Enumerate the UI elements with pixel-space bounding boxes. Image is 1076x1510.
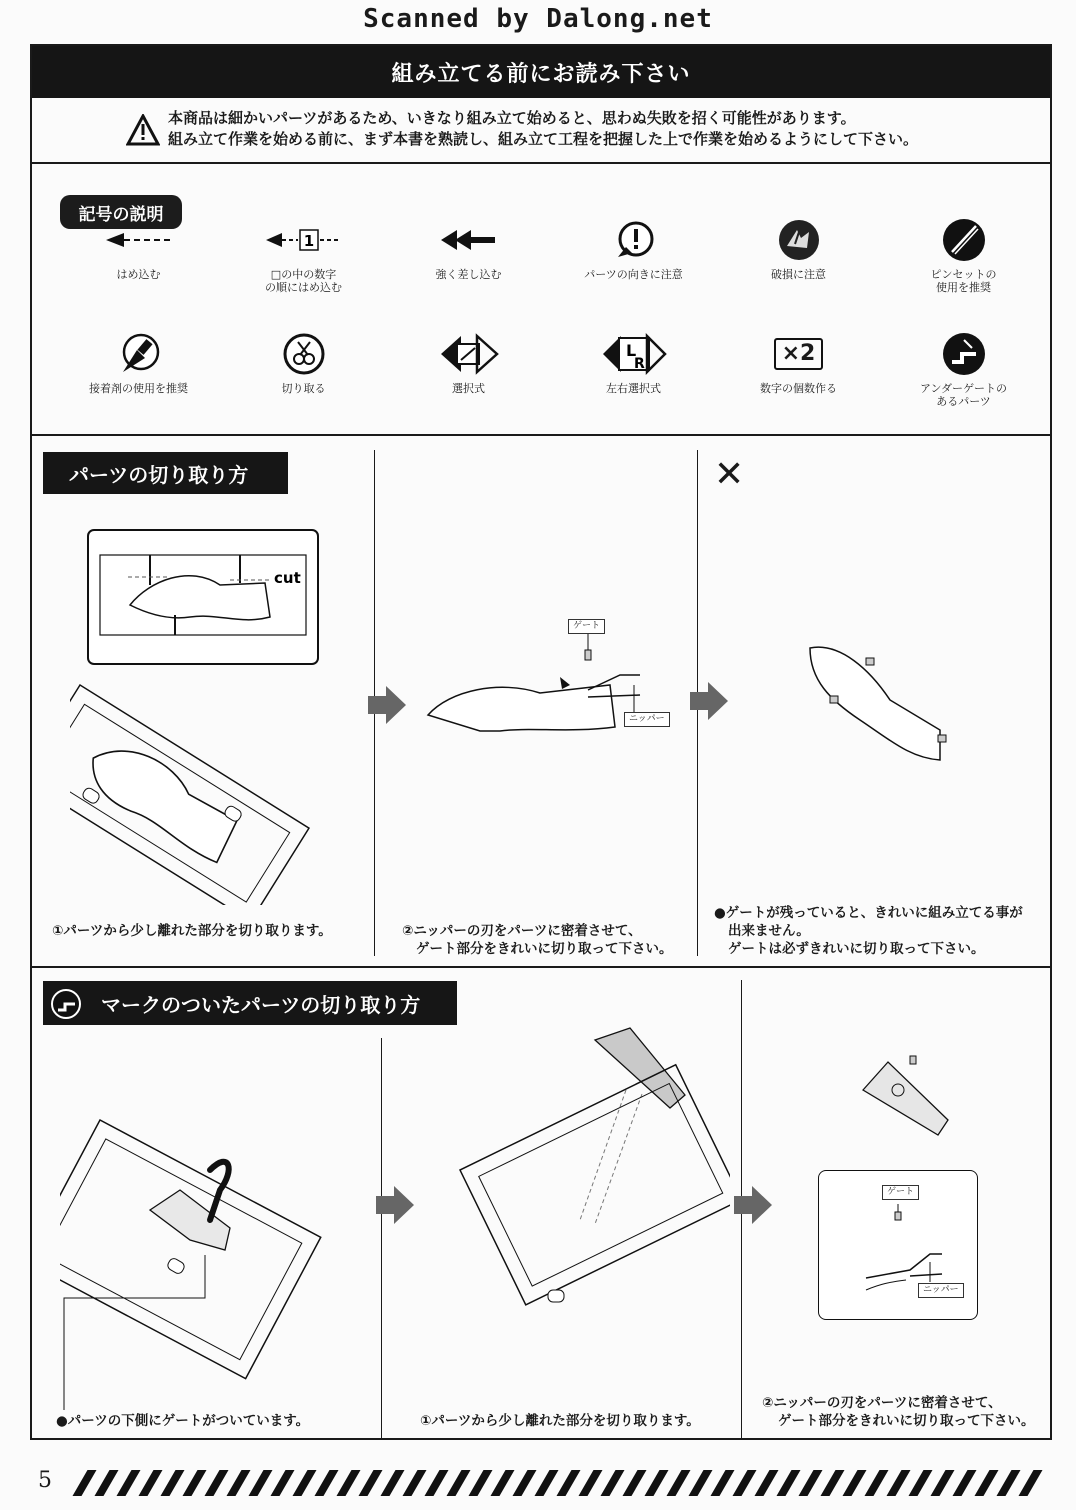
- warning-icon: [126, 114, 160, 146]
- arrow-right-icon: [734, 1186, 772, 1224]
- legend-item-multiply: ×2 数字の個数作る: [724, 330, 874, 408]
- footer-stripe: [226, 1470, 250, 1496]
- section-undergate-title: マークのついたパーツの切り取り方: [43, 981, 457, 1025]
- legend-item-cut: 切り取る: [229, 330, 379, 408]
- gate-label-2: ゲート: [882, 1185, 919, 1200]
- part-with-gate-illustration: [800, 640, 960, 770]
- footer-stripe: [490, 1470, 514, 1496]
- footer-stripe: [248, 1470, 272, 1496]
- step-2-text-line2: ゲート部分をきれいに切り取って下さい。: [416, 941, 673, 957]
- footer-stripe: [666, 1470, 690, 1496]
- legend-item-glue: 接着剤の使用を推奨: [64, 330, 214, 408]
- step-1-text: ①パーツから少し離れた部分を切り取ります。: [52, 923, 332, 939]
- page-title: 組み立てる前にお読み下さい: [32, 46, 1050, 98]
- footer-stripe: [314, 1470, 338, 1496]
- legend-row-2: [56, 330, 1046, 408]
- footer-stripe: [1018, 1470, 1042, 1496]
- nipper-label: ニッパー: [624, 712, 670, 727]
- footer-stripe: [72, 1470, 96, 1496]
- arrow-right-icon: [376, 1186, 414, 1224]
- footer-stripe: [446, 1470, 470, 1496]
- footer-stripe: [556, 1470, 580, 1496]
- dashed-arrow-icon: [64, 216, 214, 264]
- legend-item-order: 1 □の中の数字 の順にはめ込む: [229, 216, 379, 294]
- scan-credit: Scanned by Dalong.net: [363, 4, 713, 34]
- legend-item-tweezers: ピンセットの 使用を推奨: [889, 216, 1039, 294]
- footer-stripe: [842, 1470, 866, 1496]
- wrong-mark-icon: ✕: [714, 454, 745, 495]
- svg-text:R: R: [633, 356, 645, 372]
- legend-item-insert: はめ込む: [64, 216, 214, 294]
- warning-text-line2: 組み立て作業を始める前に、まず本書を熟読し、組み立て工程を把握した上で作業を始めるようにして下さい。: [168, 130, 919, 148]
- footer-stripe: [798, 1470, 822, 1496]
- legend-item-lr-select: L R 左右選択式: [559, 330, 709, 408]
- footer-stripe: [512, 1470, 536, 1496]
- step-2-text-line1: ②ニッパーの刃をパーツに密着させて、: [402, 923, 642, 939]
- nipper-label-2: ニッパー: [918, 1283, 964, 1298]
- arrow-right-icon: [690, 682, 728, 720]
- legend-title: 記号の説明: [60, 195, 182, 229]
- page-number: 5: [38, 1468, 52, 1493]
- warning-text-line1: 本商品は細かいパーツがあるため、いきなり組み立て始めると、思わぬ失敗を招く可能性があります。: [168, 109, 856, 127]
- footer-stripe: [358, 1470, 382, 1496]
- footer-stripe: [776, 1470, 800, 1496]
- legend-item-direction: パーツの向きに注意: [559, 216, 709, 294]
- lr-select-icon: [559, 330, 709, 378]
- cut-label: cut: [274, 569, 301, 587]
- footer-stripe: [336, 1470, 360, 1496]
- part-undergate-illustration: [858, 1050, 958, 1140]
- cutting-illustration-2: [430, 1020, 730, 1330]
- footer-stripe: [380, 1470, 404, 1496]
- note-line1: ●ゲートが残っていると、きれいに組み立てる事が: [714, 905, 1023, 921]
- footer-stripe: [952, 1470, 976, 1496]
- svg-text:L: L: [625, 341, 636, 360]
- footer-stripe: [732, 1470, 756, 1496]
- multiply-icon: ×2: [724, 330, 874, 378]
- legend-item-push: 強く差し込む: [394, 216, 544, 294]
- damage-icon: [724, 216, 874, 264]
- step-1b-text: ①パーツから少し離れた部分を切り取ります。: [420, 1413, 700, 1429]
- undergate-icon: [50, 988, 82, 1020]
- footer-stripe: [820, 1470, 844, 1496]
- footer-stripe: [974, 1470, 998, 1496]
- footer-stripe: [160, 1470, 184, 1496]
- footer-stripe: [534, 1470, 558, 1496]
- footer-stripe: [886, 1470, 910, 1496]
- note-line3: ゲートは必ずきれいに切り取って下さい。: [728, 941, 985, 957]
- legend-item-undergate: アンダーゲートの あるパーツ: [889, 330, 1039, 408]
- footer-stripe: [94, 1470, 118, 1496]
- numbered-arrow-icon: [229, 216, 379, 264]
- footer-stripe: [138, 1470, 162, 1496]
- footer-stripe: [622, 1470, 646, 1496]
- footer-stripe: [864, 1470, 888, 1496]
- svg-text:1: 1: [303, 232, 314, 250]
- undergate-note: ●パーツの下側にゲートがついています。: [56, 1413, 310, 1429]
- section-cutting-title: パーツの切り取り方: [43, 452, 288, 494]
- legend-item-damage: 破損に注意: [724, 216, 874, 294]
- gate-label: ゲート: [568, 619, 605, 634]
- footer-stripe: [270, 1470, 294, 1496]
- runner-illustration-2: [60, 1110, 370, 1410]
- footer-stripe: [600, 1470, 624, 1496]
- step-2b-text-line2: ゲート部分をきれいに切り取って下さい。: [778, 1413, 1035, 1429]
- footer-stripe: [578, 1470, 602, 1496]
- footer-stripe: [996, 1470, 1020, 1496]
- footer-stripe: [644, 1470, 668, 1496]
- legend-item-select: 選択式: [394, 330, 544, 408]
- select-icon: [394, 330, 544, 378]
- footer-stripe: [292, 1470, 316, 1496]
- footer-stripe: [424, 1470, 448, 1496]
- footer-stripe: [908, 1470, 932, 1496]
- tweezers-icon: [889, 216, 1039, 264]
- footer-stripe: [182, 1470, 206, 1496]
- exclamation-bubble-icon: [559, 216, 709, 264]
- legend-row-1: [56, 216, 1046, 294]
- double-arrow-icon: [394, 216, 544, 264]
- step-2b-text-line1: ②ニッパーの刃をパーツに密着させて、: [762, 1395, 1002, 1411]
- footer-stripe: [930, 1470, 954, 1496]
- footer-stripe: [402, 1470, 426, 1496]
- footer-stripe: [688, 1470, 712, 1496]
- undergate-icon: [889, 330, 1039, 378]
- footer-stripe: [754, 1470, 778, 1496]
- cut-icon: [229, 330, 379, 378]
- footer-stripe: [468, 1470, 492, 1496]
- footer-stripe: [710, 1470, 734, 1496]
- footer-stripe: [204, 1470, 228, 1496]
- runner-illustration-1: [70, 525, 370, 905]
- footer-stripe: [116, 1470, 140, 1496]
- arrow-right-icon: [368, 686, 406, 724]
- glue-icon: [64, 330, 214, 378]
- note-line2: 出来ません。: [728, 923, 810, 939]
